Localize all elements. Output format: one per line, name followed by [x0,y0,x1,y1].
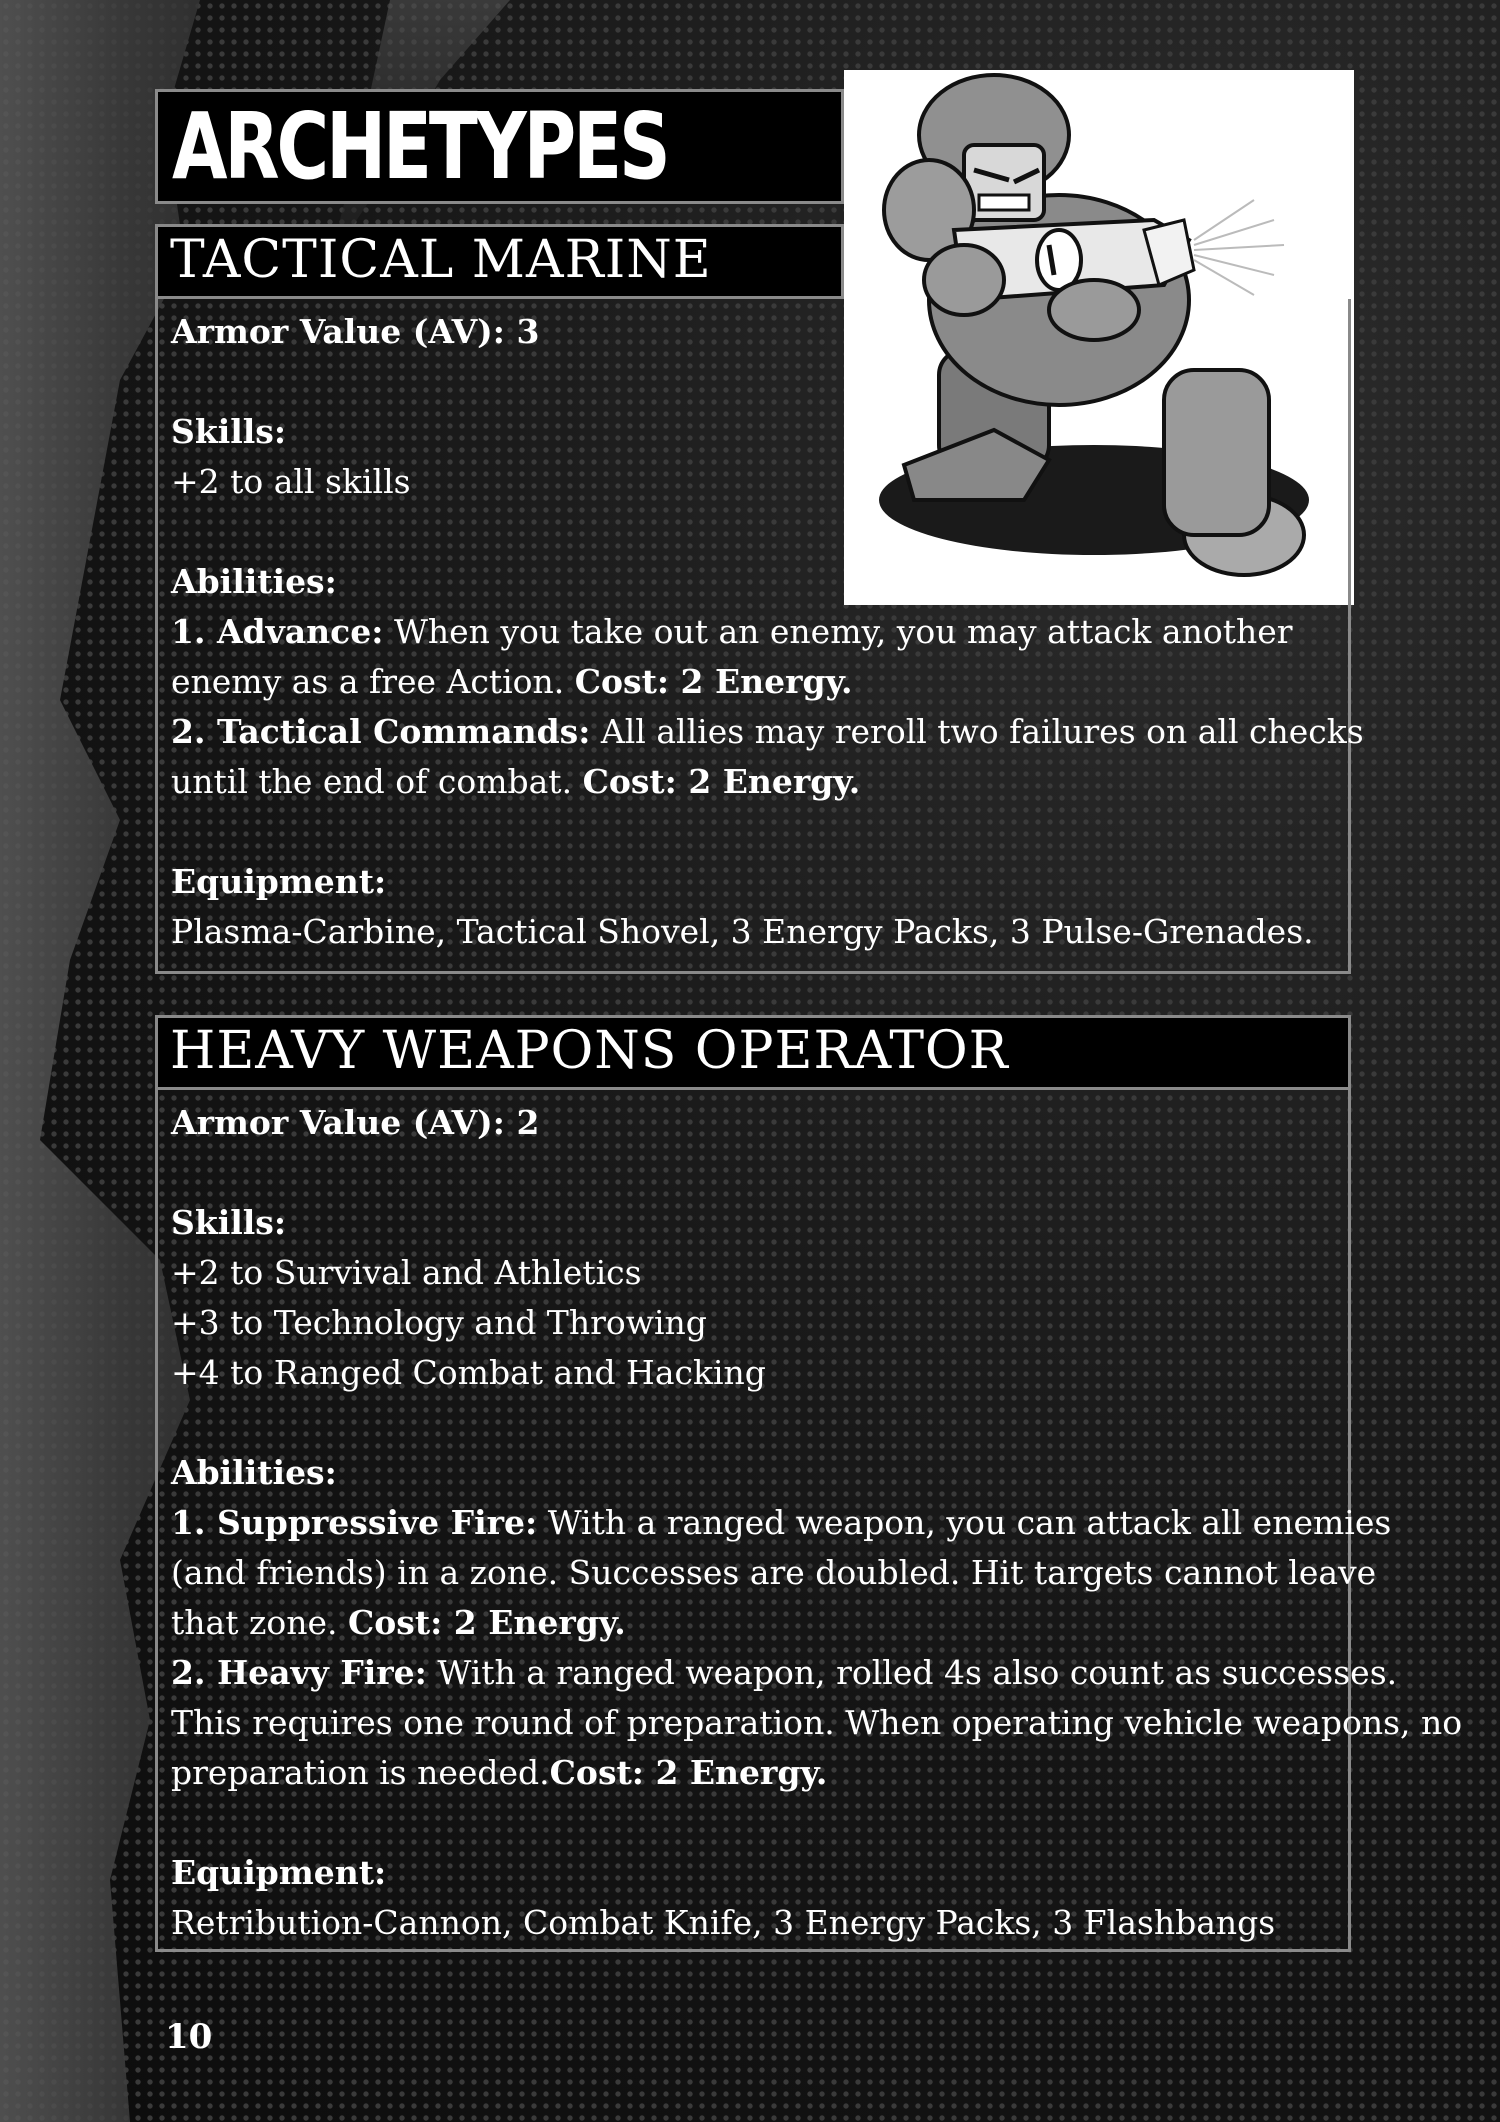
abilities-label-row [171,557,1364,607]
ability-name: 2. Heavy Fire: [171,1653,427,1692]
ability-text: All allies may reroll two failures on all checks [600,712,1364,751]
page-title [155,89,844,204]
ability-text: This requires one round of preparation. When operating vehicle weapons, no [171,1703,1463,1742]
ability-text: preparation is needed. [171,1753,550,1792]
section-heading-text: TACTICAL MARINE [170,230,712,290]
ability-name: 1. Suppressive Fire: [171,1503,538,1542]
ability-cost-word: Cost [549,1753,632,1792]
ability-text: When you take out an enemy, you may attack another [393,612,1293,651]
ability-name: 2. Tactical Commands: [171,712,591,751]
armor-value [171,1098,1462,1148]
skills-label: Skills: [171,1203,287,1242]
ability-text: enemy as a free Action. [171,662,565,701]
skill-line: +3 to Technology and Throwing [171,1303,707,1342]
equipment-label: Equipment: [171,1853,387,1892]
skills-label: Skills: [171,412,287,451]
ability-advance-cont [171,657,1364,707]
page-title-text: ARCHETYPES [172,93,668,200]
abilities-label-row [171,1448,1462,1498]
ability-suppressive-fire-cont [171,1598,1462,1648]
ability-cost: : 2 Energy. [430,1603,626,1642]
section-heading-tactical-marine [155,224,844,299]
section-content-heavy-weapons-operator [171,1098,1462,1948]
skill-line: +2 to all skills [171,462,411,501]
ability-text: (and friends) in a zone. Successes are doubled. Hit targets cannot leave [171,1553,1377,1592]
equipment-text: Plasma-Carbine, Tactical Shovel, 3 Energy Packs, 3 Pulse-Grenades. [171,912,1314,951]
equipment-text: Retribution-Cannon, Combat Knife, 3 Energy Packs, 3 Flashbangs [171,1903,1276,1942]
section-heading-heavy-weapons-operator [155,1015,1351,1090]
ability-text: With a ranged weapon, you can attack all enemies [547,1503,1392,1542]
ability-tactical-commands-cont [171,757,1364,807]
skills-label-row [171,407,1364,457]
abilities-label: Abilities: [171,562,337,601]
ability-advance [171,607,1364,657]
ability-name: 1. Advance: [171,612,384,651]
section-content-tactical-marine [171,307,1364,957]
equipment-label: Equipment: [171,862,387,901]
ability-tactical-commands [171,707,1364,757]
skills-label-row [171,1198,1462,1248]
armor-value-label: Armor Value (AV): 3 [171,312,540,351]
ability-suppressive-fire [171,1498,1462,1548]
ability-text: that zone. [171,1603,338,1642]
section-heading-text: HEAVY WEAPONS OPERATOR [170,1021,1009,1081]
armor-value [171,307,1364,357]
ability-cost-word: Cost [347,1603,431,1642]
page-number: 10 [165,2017,213,2057]
abilities-label: Abilities: [171,1453,337,1492]
equipment-label-row [171,1848,1462,1898]
equipment-label-row [171,857,1364,907]
ability-cost: : 2 Energy. [631,1753,828,1792]
ability-heavy-fire-cont [171,1748,1462,1798]
ability-text: until the end of combat. [171,762,573,801]
ability-text: With a ranged weapon, rolled 4s also count as successes. [437,1653,1398,1692]
ability-heavy-fire [171,1648,1462,1698]
skill-line: +2 to Survival and Athletics [171,1253,642,1292]
ability-cost: Cost: 2 Energy. [574,662,853,701]
ability-cost: Cost: 2 Energy. [582,762,861,801]
armor-value-label: Armor Value (AV): 2 [171,1103,540,1142]
skill-line: +4 to Ranged Combat and Hacking [171,1353,766,1392]
